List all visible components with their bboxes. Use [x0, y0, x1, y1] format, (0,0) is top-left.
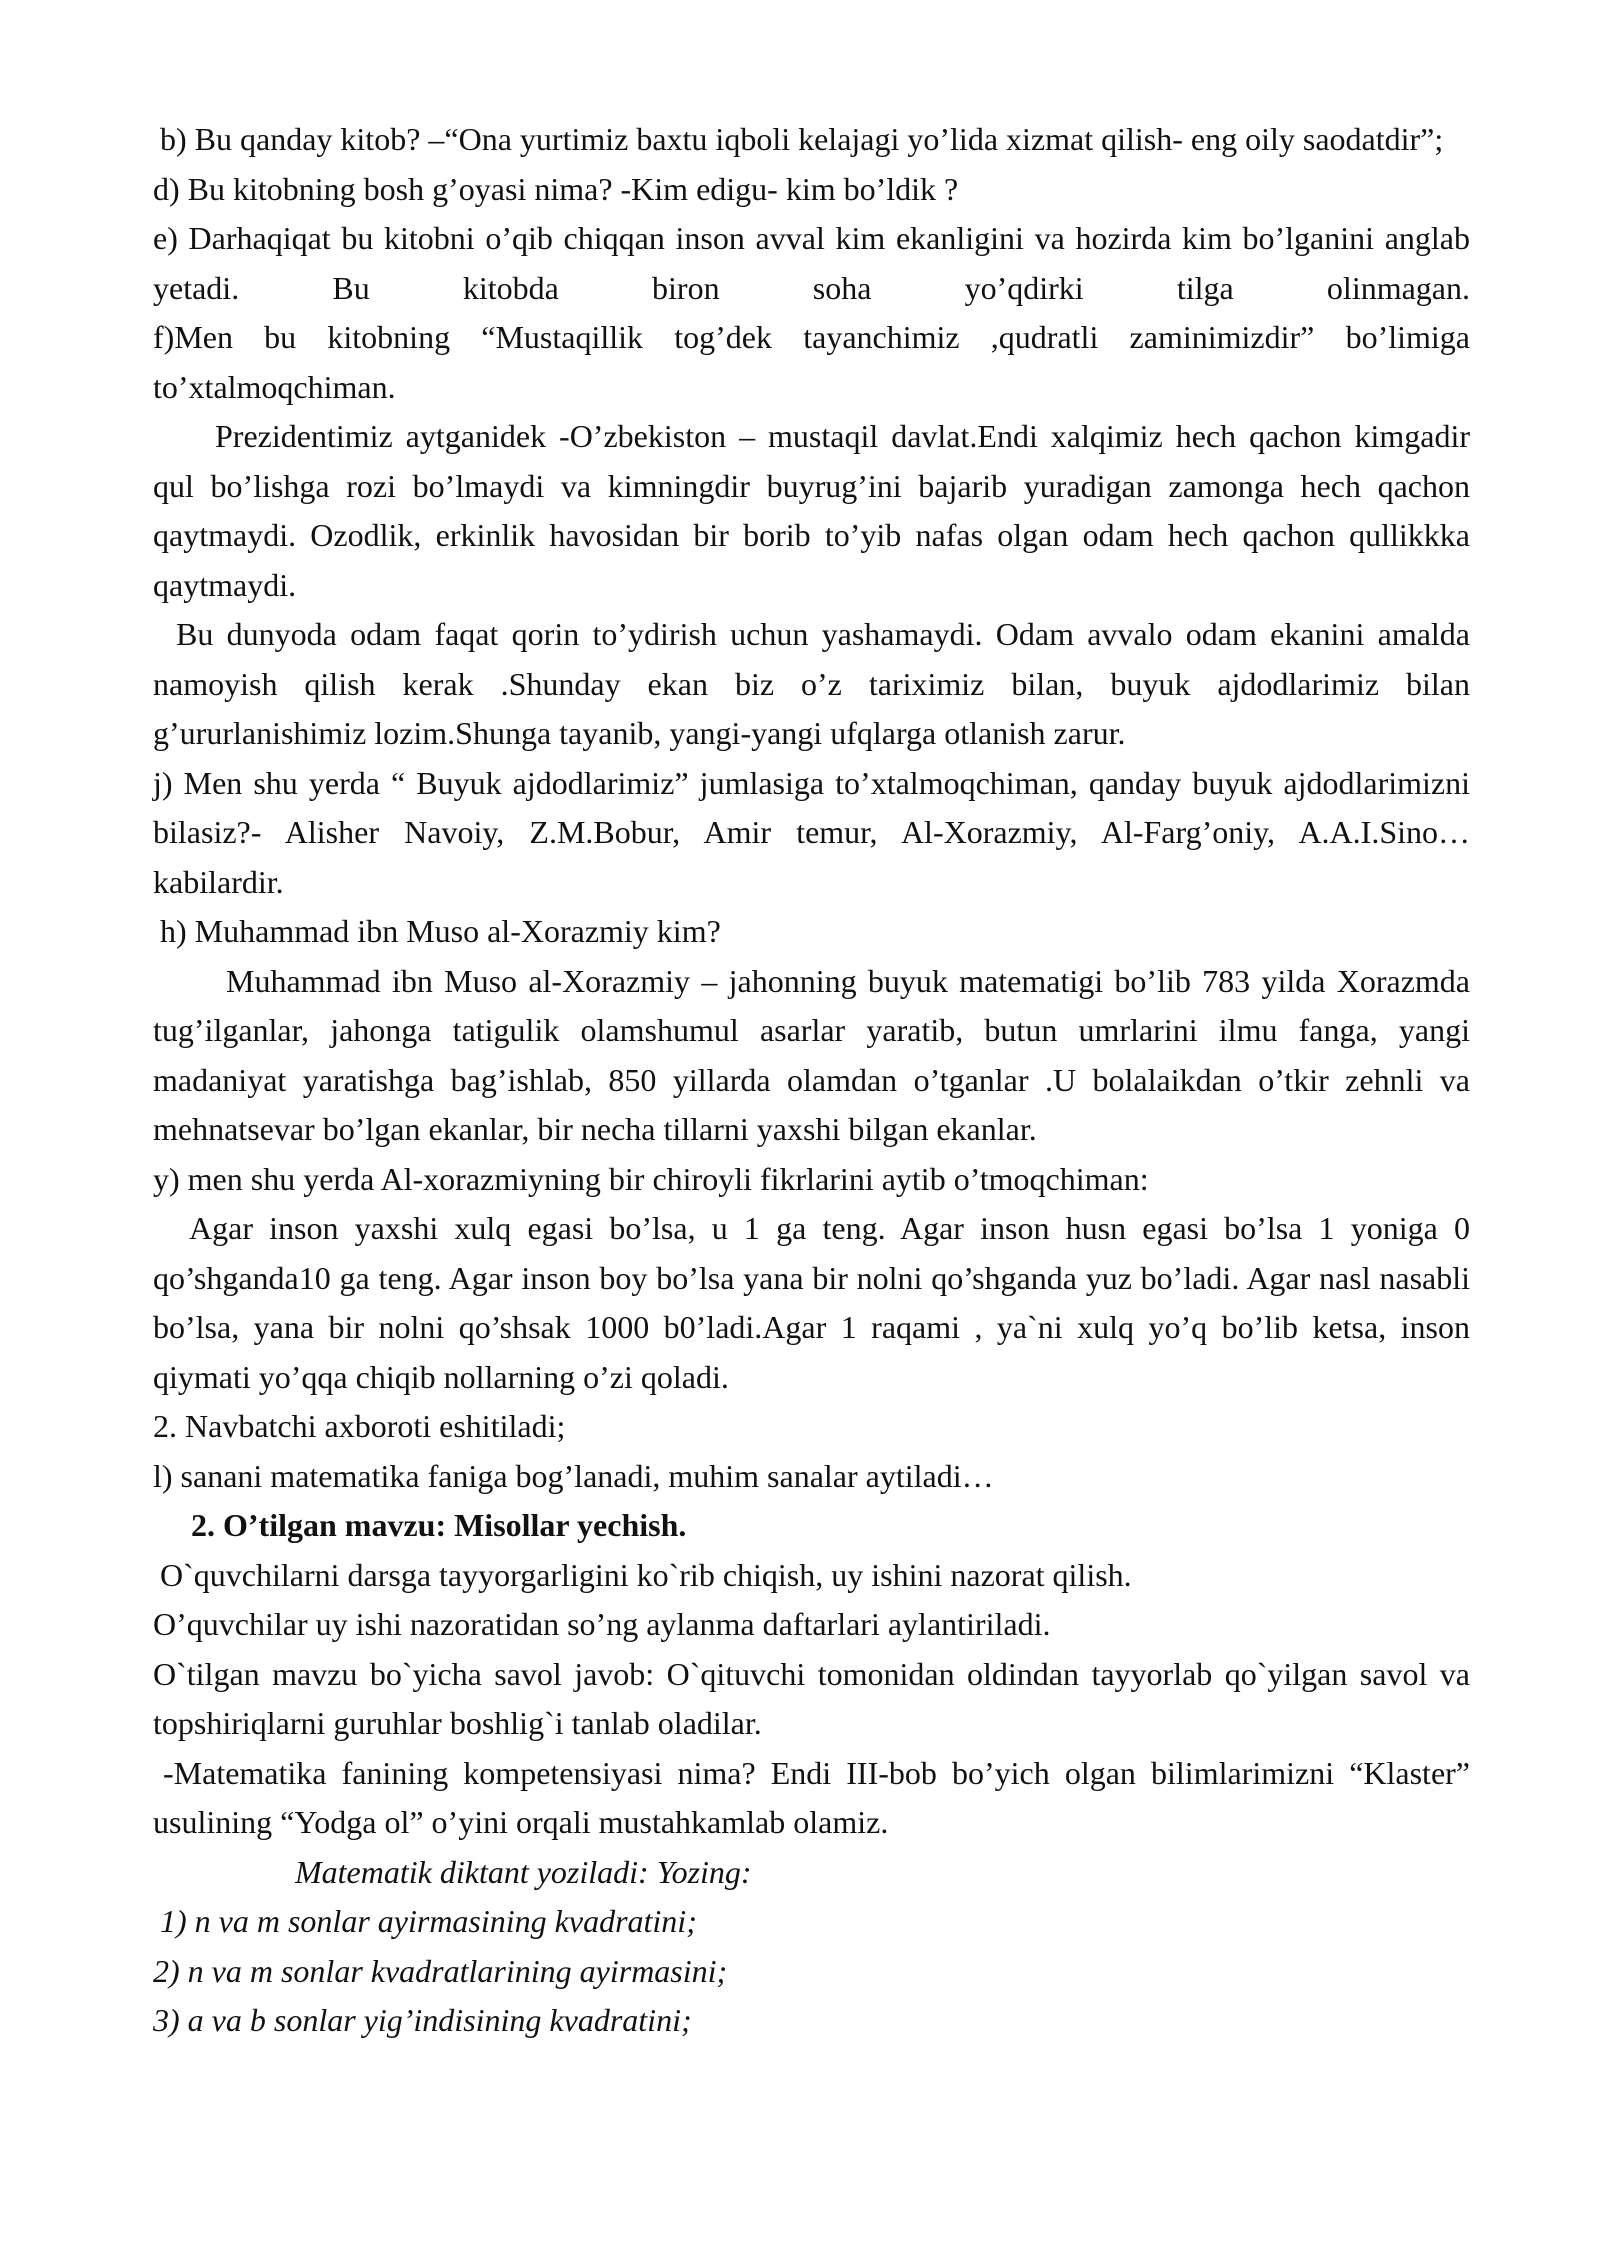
paragraph-khwarizmi-saying: Agar inson yaxshi xulq egasi bo’lsa, u 1 ga teng. Agar inson husn egasi bo’lsa 1 yoniga 0 qo’shganda10 ga teng. Agar inson boy bo’lsa yana bir nolni qo’shganda yuz bo’ladi. Agar nasl nasabli bo’lsa, yana bir nolni qo’shsak 1000 b0’ladi.Agar 1 raqami , ya`ni xulq yo’q bo’lib ketsa, inson qiymati yo’qqa chiqib nollarning o’zi qoladi. — [153, 1210, 1470, 1395]
paragraph-ancestors-pride: Bu dunyoda odam faqat qorin to’ydirish uchun yashamaydi. Odam avvalo odam ekanini amalda namoyish qilish kerak .Shunday ekan biz o’z tariximiz bilan, buyuk ajdodlarimiz bilan g’ururlanishimiz lozim.Shunga tayanib, yangi-yangi ufqlarga otlanish zarur. — [153, 616, 1470, 751]
section-heading-previous-topic: 2. O’tilgan mavzu: Misollar yechish. — [191, 1507, 687, 1543]
dictation-item-3: 3) a va b sonlar yig’indisining kvadratini; — [153, 2002, 692, 2038]
paragraph-question-answer: O`tilgan mavzu bo`yicha savol javob: O`qituvchi tomonidan oldindan tayyorlab qo`yilgan savol va topshiriqlarni guruhlar boshlig`i tanlab oladilar. — [153, 1655, 1470, 1741]
paragraph-duty-report: 2. Navbatchi axboroti eshitiladi; — [153, 1408, 566, 1444]
paragraph-b-book-question: b) Bu qanday kitob? –“Ona yurtimiz baxtu iqboli kelajagi yo’lida xizmat qilish- eng oily saodatdir”; — [160, 121, 1444, 157]
paragraph-dictation-heading: Matematik diktant yoziladi: Yozing: — [295, 1853, 752, 1890]
dictation-item-1: 1) n va m sonlar ayirmasining kvadratini; — [160, 1903, 697, 1939]
paragraph-homework-check: O`quvchilarni darsga tayyorgarligini ko`rib chiqish, uy ishini nazorat qilish. — [160, 1556, 1132, 1593]
paragraph-notebooks: O’quvchilar uy ishi nazoratidan so’ng aylanma daftarlari aylantiriladi. — [153, 1606, 1051, 1642]
paragraph-khwarizmi-biography: Muhammad ibn Muso al-Xorazmiy – jahonning buyuk matematigi bo’lib 783 yilda Xorazmda tug’ilganlar, jahonga tatigulik olamshumul asarlar yaratib, butun umrlarini ilmu fanga, yangi madaniyat yaratishga bag’ishlab, 850 yillarda olamdan o’tganlar .U bolalaikdan o’tkir zehnli va mehnatsevar bo’lgan ekanlar, bir necha tillarni yaxshi bilgan ekanlar. — [153, 962, 1470, 1147]
dictation-item-2: 2) n va m sonlar kvadratlarining ayirmasini; — [153, 1952, 728, 1989]
paragraph-j-great-ancestors: j) Men shu yerda “ Buyuk ajdodlarimiz” jumlasiga to’xtalmoqchiman, qanday buyuk ajdodlarimizni bilasiz?- Alisher Navoiy, Z.M.Bobur, Amir temur, Al-Xorazmiy, Al-Farg’oniy, A.A.I.Sino… kabilardir. — [153, 764, 1470, 900]
paragraph-h-khwarizmi-question: h) Muhammad ibn Muso al-Xorazmiy kim? — [160, 913, 721, 949]
paragraph-y-khwarizmi-thoughts: y) men shu yerda Al-xorazmiyning bir chiroyli fikrlarini aytib o’tmoqchiman: — [153, 1160, 1149, 1197]
paragraph-president-quote: Prezidentimiz aytganidek -O’zbekiston – mustaqil davlat.Endi xalqimiz hech qachon kimgadir qul bo’lishga rozi bo’lmaydi va kimningdir buyrug’ini bajarib yuradigan zamonga hech qachon qaytmaydi. Ozodlik, erkinlik havosidan bir borib to’yib nafas olgan odam hech qachon qullikkka qaytmaydi. — [153, 418, 1470, 603]
paragraph-f-independence-chapter: f)Men bu kitobning “Mustaqillik tog’dek tayanchimiz ,qudratli zaminimizdir” bo’limiga to’xtalmoqchiman. — [153, 319, 1470, 405]
paragraph-l-date-link: l) sanani matematika faniga bog’lanadi, muhim sanalar aytiladi… — [153, 1457, 994, 1494]
paragraph-competency-cluster: -Matematika fanining kompetensiyasi nima? Endi III-bob bo’yich olgan bilimlarimizni “Klaster” usulining “Yodga ol” o’yini orqali mustahkamlab olamiz. — [153, 1754, 1470, 1840]
paragraph-d-main-idea: d) Bu kitobning bosh g’oyasi nima? -Kim edigu- kim bo’ldik ? — [153, 170, 959, 207]
paragraph-e-book-reading: e) Darhaqiqat bu kitobni o’qib chiqqan inson avval kim ekanligini va hozirda kim bo’lganini anglab yetadi. Bu kitobda biron soha yo’qdirki tilga olinmagan. — [153, 220, 1470, 306]
